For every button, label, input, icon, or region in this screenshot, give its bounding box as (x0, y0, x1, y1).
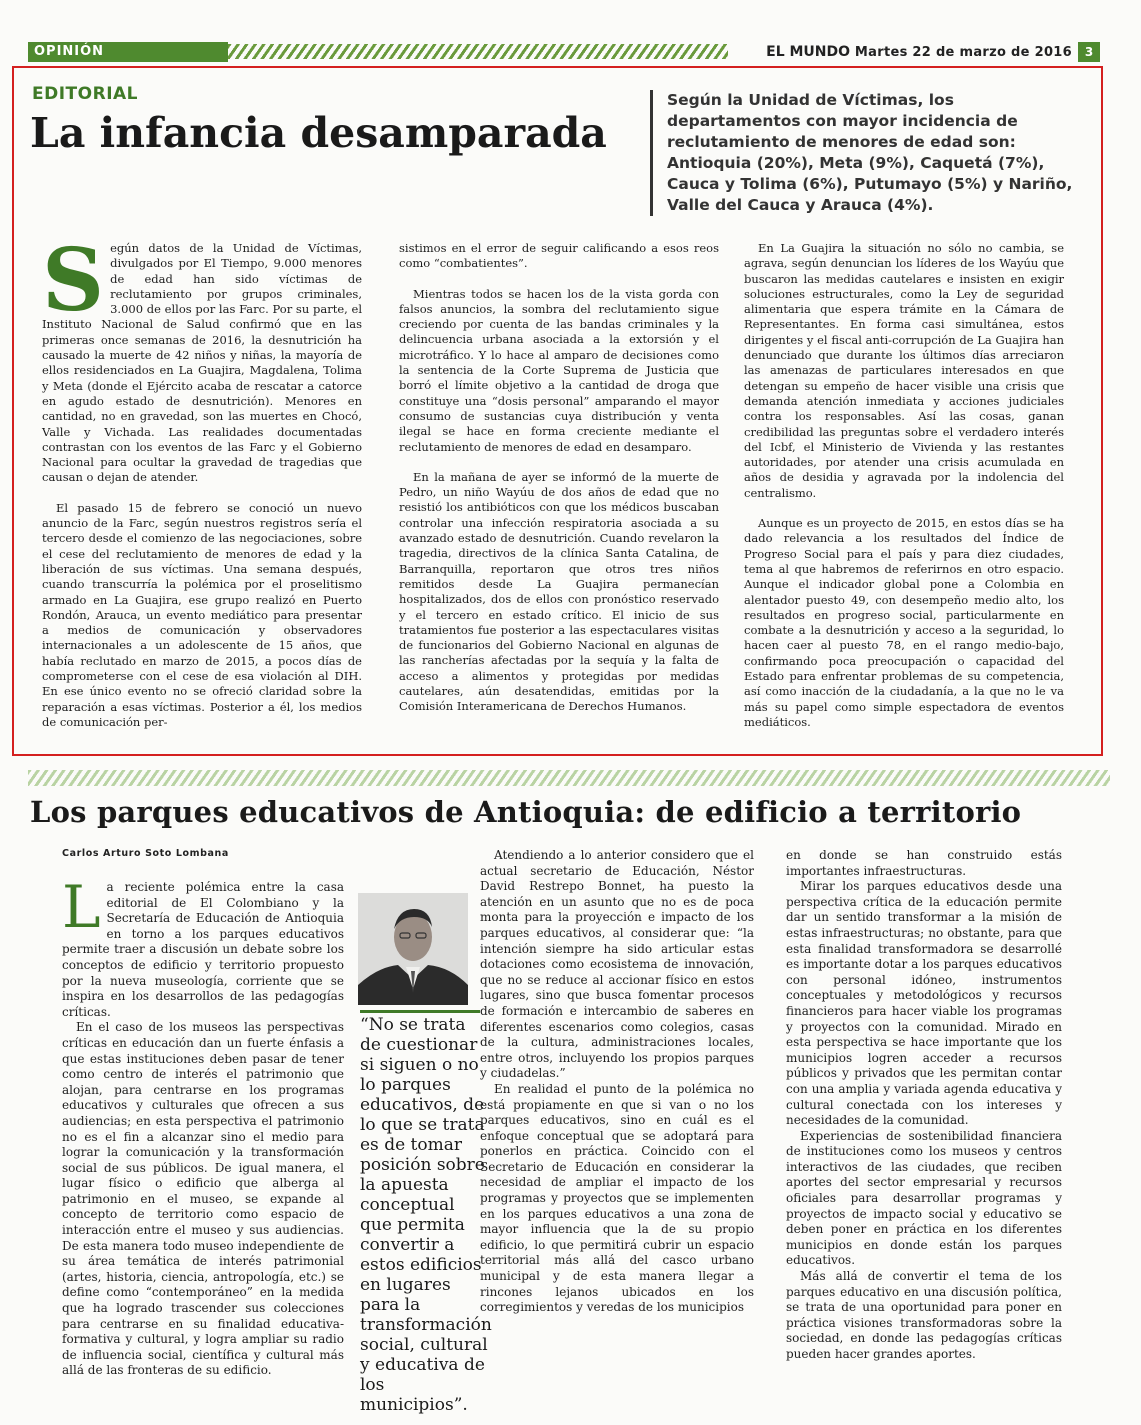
article-column-2 (480, 848, 754, 1316)
paragraph: Atendiendo a lo anterior considero que el actual secretario de Educación, Néstor David Restrepo Bonnet, ha puesto la atención en un asunto que no es de poca monta para la proyección e impacto de los parques educativos, al considerar que: “la intención siempre ha sido articular estas dotaciones como ecosistema de innovación, que no se reduce al accionar físico en estos lugares, sino que busca fomentar procesos de formación e intercambio de saberes en diferentes escenarios como colegios, casas de la cultura, administraciones locales, entre otros, incluyendo los propios parques y ciudadelas.” (480, 848, 754, 1081)
section-label: OPINIÓN (28, 42, 228, 62)
paragraph: sistimos en el error de seguir calificando a esos reos como “combatientes”. (399, 241, 719, 271)
page-number: 3 (1078, 42, 1100, 62)
article-column-1 (62, 873, 344, 1379)
editorial-title: La infancia desamparada (30, 109, 607, 157)
paragraph: El pasado 15 de febrero se conoció un nuevo anuncio de la Farc, según nuestros registros sería el tercero desde el comienzo de las negociaciones, sobre el cese del reclutamiento de menores de edad y la liberación de sus víctimas. Una semana después, cuando transcurría la polémica por el proselitismo armado en La Guajira, ese grupo realizó en Puerto Rondón, Arauca, un evento mediático para presentar a medios de comunicación y observadores internacionales a un adolescente de 15 años, que había reclutado en marzo de 2015, a pocos días de comprometerse con el cese de esa violación al DIH. En ese único evento no se ofreció claridad sobre la reparación a esas víctimas. Posterior a él, los medios de comunicación per- (42, 500, 362, 729)
article-byline: Carlos Arturo Soto Lombana (62, 848, 229, 859)
article-title: Los parques educativos de Antioquia: de edificio a territorio (30, 795, 1022, 829)
editorial-kicker: EDITORIAL (32, 84, 139, 104)
editorial-section (12, 66, 1103, 756)
author-photo (358, 893, 468, 1005)
paragraph: En la mañana de ayer se informó de la muerte de Pedro, un niño Wayúu de dos años de edad que no resistió los antibióticos con que los médicos buscaban controlar una infección respiratoria asociada a su avanzado estado de desnutrición. Cuando revelaron la tragedia, directivos de la clínica Santa Catalina, de Barranquilla, reportaron que otros tres niños remitidos desde La Guajira permanecían hospitalizados, dos de ellos con pronóstico reservado y el tercero en estado crítico. El inicio de sus tratamientos fue posterior a las espectaculares visitas de funcionarios del Gobierno Nacional en algunas de las rancherías afectadas por la sequía y la falta de acceso a alimentos y protegidas por medidas cautelares, aún desatendidas, emitidas por la Comisión Interamericana de Derechos Humanos. (399, 469, 719, 714)
editorial-column-2 (399, 241, 719, 730)
paragraph: Más allá de convertir el tema de los parques educativo en una discusión política, se trata de una oportunidad para poner en práctica visiones transformadoras sobre la sociedad, en donde las pedagogías críticas pueden hacer grandes aportes. (786, 1269, 1062, 1361)
newspaper-name: EL MUNDO (766, 44, 851, 60)
section-divider (28, 770, 1110, 786)
editorial-column-1 (42, 230, 362, 745)
paragraph: En el caso de los museos las perspectivas críticas en educación dan un fuerte énfasis a que estas instituciones deben pasar de tener como centro de interés el patrimonio que alojan, para centrarse en los programas educativos y culturales que ofrecen a sus audiencias; en esta perspectiva el patrimonio no es el fin a alcanzar sino el medio para lograr la comunicación y la transformación social de sus públicos. De igual manera, el lugar físico o edificio que alberga al patrimonio en el museo, se expande al concepto de territorio como espacio de interacción entre el museo y sus audiencias. De esta manera todo museo independiente de su área temática de interés patrimonial (artes, historia, ciencia, antropología, etc.) se define como “contemporáneo” en la medida que ha logrado trascender sus colecciones para centrarse en su finalidad educativa-formativa y cultural, y logra ampliar su radio de influencia social, científica y cultural más allá de las fronteras de su edificio. (62, 1020, 344, 1378)
editorial-column-3 (744, 241, 1064, 745)
paragraph: Mirar los parques educativos desde una perspectiva crítica de la educación permite dar un sentido transformar a la misión de estas infraestructuras; no obstante, para que esta finalidad transformadora se desarrollé es importante dotar a los parques educativos con personal idóneo, instrumentos conceptuales y metodológicos y recursos financieros para hacer viable los programas y proyectos con la comunidad. Mirado en esta perspectiva se hace importante que los municipios logren acceder a recursos públicos y privados que les permitan contar con una amplia y variada agenda educativa y cultural conectada con los intereses y necesidades de la comunidad. (786, 879, 1062, 1128)
paragraph: Experiencias de sostenibilidad financiera de instituciones como los museos y centros interactivos de las ciudades, que reciben aportes del sector empresarial y recursos oficiales para desarrollar programas y proyectos de impacto social y educativo se deben poner en práctica en los diferentes municipios en donde están los parques educativos. (786, 1128, 1062, 1268)
drop-cap: S (42, 230, 105, 331)
paragraph: Mientras todos se hacen los de la vista gorda con falsos anuncios, la sombra del reclutamiento sigue creciendo por cuenta de las bandas criminales y la delincuencia urbana asociada a la extorsión y el microtráfico. Y lo hace al amparo de decisiones como la sentencia de la Corte Suprema de Justicia que borró el límite objetivo a la cantidad de droga que constituye una “dosis personal” amparando el mayor consumo de sustancias cuya distribución y venta ilegal se hace en forma creciente mediante el reclutamiento de menores de edad en desamparo. (399, 286, 719, 454)
paragraph: Aunque es un proyecto de 2015, en estos días se ha dado relevancia a los resultados del Índice de Progreso Social para el país y para diez ciudades, tema al que habremos de referirnos en otro espacio. Aunque el indicador global pone a Colombia en alentador puesto 49, con desempeño medio alto, los resultados en progreso social, particularmente en combate a la desnutrición y acceso a la seguridad, lo hacen caer al puesto 78, en el rango medio-bajo, confirmando poca preocupación o capacidad del Estado para enfrentar problemas de su competencia, así como inacción de la ciudadanía, a la que no le va más su papel como simple espectadora de eventos mediáticos. (744, 516, 1064, 729)
drop-cap: L (62, 873, 101, 941)
header-stripes (228, 44, 728, 59)
issue-date: Martes 22 de marzo de 2016 (854, 45, 1072, 60)
paragraph: en donde se han construido estás importantes infraestructuras. (786, 848, 1062, 878)
article-pullquote: “No se trata de cuestionar si siguen o no lo parques educativos, de lo que se trata es de tomar posición sobre la apuesta conceptual que permita convertir a estos edificios en lugares para la transformación social, cultural y educativa de los municipios”. (360, 1015, 492, 1415)
paragraph: En La Guajira la situación no sólo no cambia, se agrava, según denuncian los líderes de los Wayúu que buscaron las medidas cautelares e insisten en exigir soluciones estructurales, como la Ley de seguridad alimentaria que espera trámite en la Cámara de Representantes. En forma casi simultánea, estos dirigentes y el fiscal anti-corrupción de La Guajira han denunciado que durante los últimos días arreciaron las amenazas de particulares interesados en que detengan su empeño de hacer visible una crisis que demanda atención inmediata y acciones judiciales contra los responsables. Así las cosas, ganan credibilidad las preguntas sobre el verdadero interés del Icbf, el Ministerio de Vivienda y las restantes autoridades, por atender una crisis acumulada en años de desidia y agravada por la indolencia del centralismo. (744, 241, 1064, 500)
article-column-3 (786, 848, 1062, 1363)
portrait-image (358, 893, 468, 1005)
paragraph: En realidad el punto de la polémica no está propiamente en que si van o no los parques educativos, sino en cuál es el enfoque conceptual que se adoptará para ponerlos en práctica. Coincido con el Secretario de Educación en considerar la necesidad de ampliar el impacto de los programas y proyectos que se implementen en los parques educativos a una zona de mayor influencia que la de su propio edificio, lo que permitirá cubrir un espacio territorial más allá del casco urbano municipal y de esta manera llegar a rincones lejanos ubicados en los corregimientos y veredas de los municipios (480, 1081, 754, 1315)
paragraph: La reciente polémica entre la casa editorial de El Colombiano y la Secretaría de Educación de Antioquia en torno a los parques educativos permite traer a discusión un debate sobre los conceptos de edificio y territorio propuesto por la nueva museología, corriente que se inspira en los desarrollos de las pedagogías críticas. (62, 873, 344, 1019)
page-header (28, 42, 1110, 64)
masthead (766, 44, 1072, 60)
editorial-pullquote: Según la Unidad de Víctimas, los departamentos con mayor incidencia de reclutamiento de menores de edad son: Antioquia (20%), Meta (9%), Caquetá (7%), Cauca y Tolima (6%), Putumayo (5%) y Nariño, Valle del Cauca y Arauca (4%). (650, 90, 1090, 216)
quote-rule (360, 1010, 480, 1013)
paragraph: Según datos de la Unidad de Víctimas, divulgados por El Tiempo, 9.000 menores de edad han sido víctimas de reclutamiento por grupos criminales, 3.000 de ellos por las Farc. Por su parte, el Instituto Nacional de Salud confirmó que en las primeras once semanas de 2016, la desnutrición ha causado la muerte de 42 niños y niñas, la mayoría de ellos residenciados en La Guajira, Magdalena, Tolima y Meta (donde el Ejército acaba de rescatar a catorce en agudo estado de desnutrición). Menores en cantidad, no en gravedad, son las muertes en Chocó, Valle y Vichada. Las realidades documentadas contrastan con los eventos de las Farc y el Gobierno Nacional para ocultar la gravedad de tragedias que causan o dejan de atender. (42, 230, 362, 485)
